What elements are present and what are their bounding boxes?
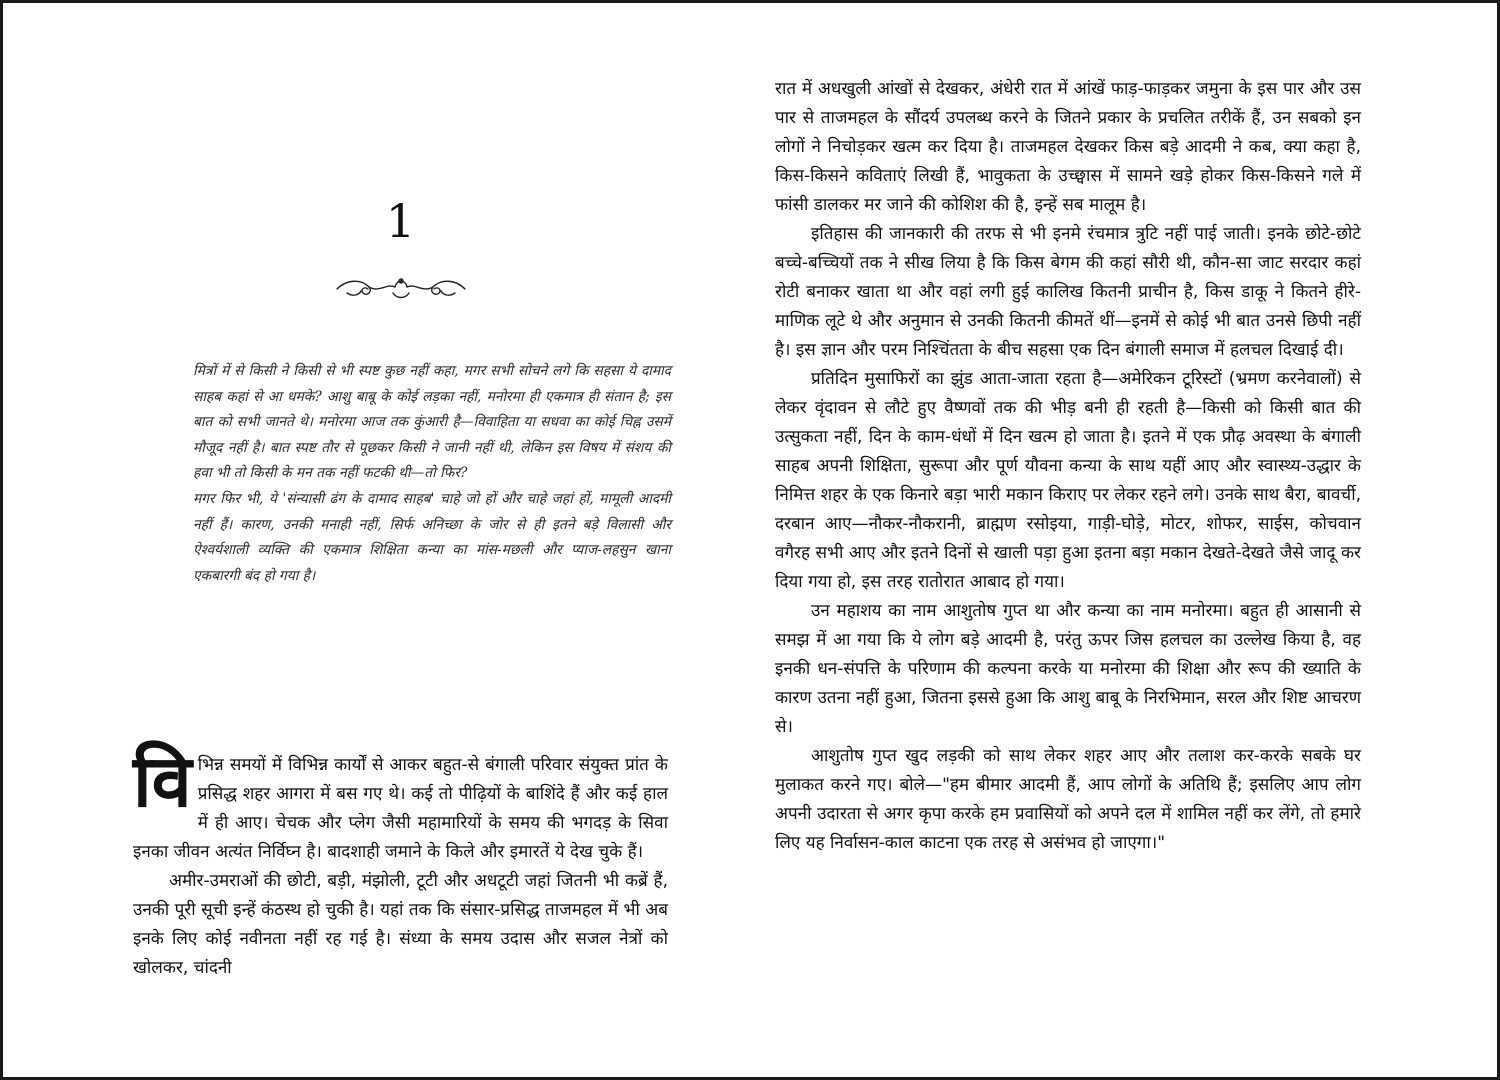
paragraph: अमीर-उमराओं की छोटी, बड़ी, मंझोली, टूटी और अधटूटी जहां जितनी भी कब्रें हैं, उनकी पूरी सूची इन्हें कंठस्थ हो चुकी है। यहां तक कि संसार-प्रसिद्ध ताजमहल में भी अब इनके लिए कोई नवीनता नहीं रह गई है। संध्या के समय उदास और सजल नेत्रों को खोलकर, चांदनी [133, 871, 668, 978]
right-body-text [775, 75, 1361, 858]
paragraph: इतिहास की जानकारी की तरफ से भी इनमे रंचमात्र त्रुटि नहीं पाई जाती। इनके छोटे-छोटे बच्चे-बच्चियों तक ने सीख लिया है कि किस बेगम की कहां सौरी थी, कौन-सा जाट सरदार कहां रोटी बनाकर खाता था और वहां लगी हुई कालिख कितनी प्राचीन है, किस डाकू ने कितने हीरे-माणिक लूटे थे और अनुमान से उनकी कितनी कीमतें थीं—इनमें से कोई भी बात उनसे छिपी नहीं है। इस ज्ञान और परम निश्चिंतता के बीच सहसा एक दिन बंगाली समाज में हलचल दिखाई दी। [775, 224, 1361, 360]
opening-paragraph [133, 739, 668, 867]
right-page [775, 75, 1361, 1080]
opening-paragraph-text: भिन्न समयों में विभिन्न कार्यों से आकर बहुत-से बंगाली परिवार संयुक्त प्रांत के प्रसिद्ध शहर आगरा में बस गए थे। कई तो पीढ़ियों के बाशिंदे हैं और कई हाल में ही आए। चेचक और प्लेग जैसी महामारियों के समय की भगदड़ के सिवा इनका जीवन अत्यंत निर्विघ्न है। बादशाही जमाने के किले और इमारतें ये देख चुके हैं। [133, 755, 668, 862]
flourish-ornament-icon [333, 273, 469, 303]
left-body-text [133, 739, 668, 983]
chapter-number: 1 [385, 194, 416, 248]
paragraph: प्रतिदिन मुसाफिरों का झुंड आता-जाता रहता है—अमेरिकन टूरिस्टों (भ्रमण करनेवालों) से लेकर वृंदावन से लौटे हुए वैष्णवों तक की भीड़ बनी ही रहती है—किसी को किसी बात की उत्सुकता नहीं, दिन के काम-धंधों में दिन खत्म हो जाता है। इतने में एक प्रौढ़ अवस्था के बंगाली साहब अपनी शिक्षिता, सुरूपा और पूर्ण यौवना कन्या के साथ यहीं आए और स्वास्थ्य-उद्धार के निमित्त शहर के एक किनारे बड़ा भारी मकान किराए पर लेकर रहने लगे। उनके साथ बैरा, बावर्ची, दरबान आए—नौकर-नौकरानी, ब्राह्मण रसोइया, गाड़ी-घोड़े, मोटर, शोफर, साईस, कोचवान वगैरह सभी आए और इतने दिनों से खाली पड़ा हुआ इतना बड़ा मकान देखते-देखते जैसे जादू कर दिया गया हो, इस तरह रातोरात आबाद हो गया। [775, 369, 1361, 592]
paragraph: आशुतोष गुप्त खुद लड़की को साथ लेकर शहर आए और तलाश कर-करके सबके घर मुलाकत करने गए। बोले—"हम बीमार आदमी हैं, आप लोगों के अतिथि हैं; इसलिए आप लोग अपनी उदारता से अगर कृपा करके हम प्रवासियों को अपने दल में शामिल नहीं कर लेंगे, तो हमारे लिए यह निर्वासन-काल काटना एक तरह से असंभव हो जाएगा।" [775, 746, 1361, 853]
left-page [133, 3, 671, 1077]
epigraph [193, 359, 671, 589]
paragraph: उन महाशय का नाम आशुतोष गुप्त था और कन्या का नाम मनोरमा। बहुत ही आसानी से समझ में आ गया कि ये लोग बड़े आदमी है, परंतु ऊपर जिस हलचल का उल्लेख किया है, वह इनकी धन-संपत्ति के परिणाम की कल्पना करके या मनोरमा की शिक्षा और रूप की ख्याति के कारण उतना नहीं हुआ, जितना इससे हुआ कि आशु बाबू के निरभिमान, सरल और शिष्ट आचरण से। [775, 601, 1361, 737]
epigraph-paragraph: मगर फिर भी, ये 'संन्यासी ढंग के दामाद साहब' चाहे जो हों और चाहे जहां हों, मामूली आदमी नहीं हैं। कारण, उनकी मनाही नहीं, सिर्फ अनिच्छा के जोर से ही इतने बड़े विलासी और ऐश्वर्यशाली व्यक्ति की एकमात्र शिक्षिता कन्या का मांस-मछली और प्याज-लहसुन खाना एकबारगी बंद हो गया है। [193, 490, 671, 584]
paragraph: रात में अधखुली आंखों से देखकर, अंधेरी रात में आंखें फाड़-फाड़कर जमुना के इस पार और उस पार से ताजमहल के सौंदर्य उपलब्ध करने के जितने प्रकार के प्रचलित तरीकें हैं, उन सबको इन लोगों ने निचोड़कर खत्म कर दिया है। ताजमहल देखकर किस बड़े आदमी ने कब, क्या कहा है, किस-किसने कविताएं लिखी हैं, भावुकता के उच्छ्वास में सामने खड़े होकर किस-किसने गले में फांसी डालकर मर जाने की कोशिश की है, इन्हें सब मालूम है। [775, 79, 1361, 215]
epigraph-paragraph: मित्रों में से किसी ने किसी से भी स्पष्ट कुछ नहीं कहा, मगर सभी सोचने लगे कि सहसा ये दामाद साहब कहां से आ धमके? आशु बाबू के कोई लड़का नहीं, मनोरमा ही एकमात्र ही संतान है; इस बात को सभी जानते थे। मनोरमा आज तक कुंआरी है—विवाहिता या सधवा का कोई चिह्न उसमें मौजूद नहीं है। बात स्पष्ट तौर से पूछकर किसी ने जानी नहीं थी, लेकिन इस विषय में संशय की हवा भी तो किसी के मन तक नहीं फटकी थी—तो फिर? [193, 363, 671, 482]
drop-cap: वि [133, 739, 192, 823]
